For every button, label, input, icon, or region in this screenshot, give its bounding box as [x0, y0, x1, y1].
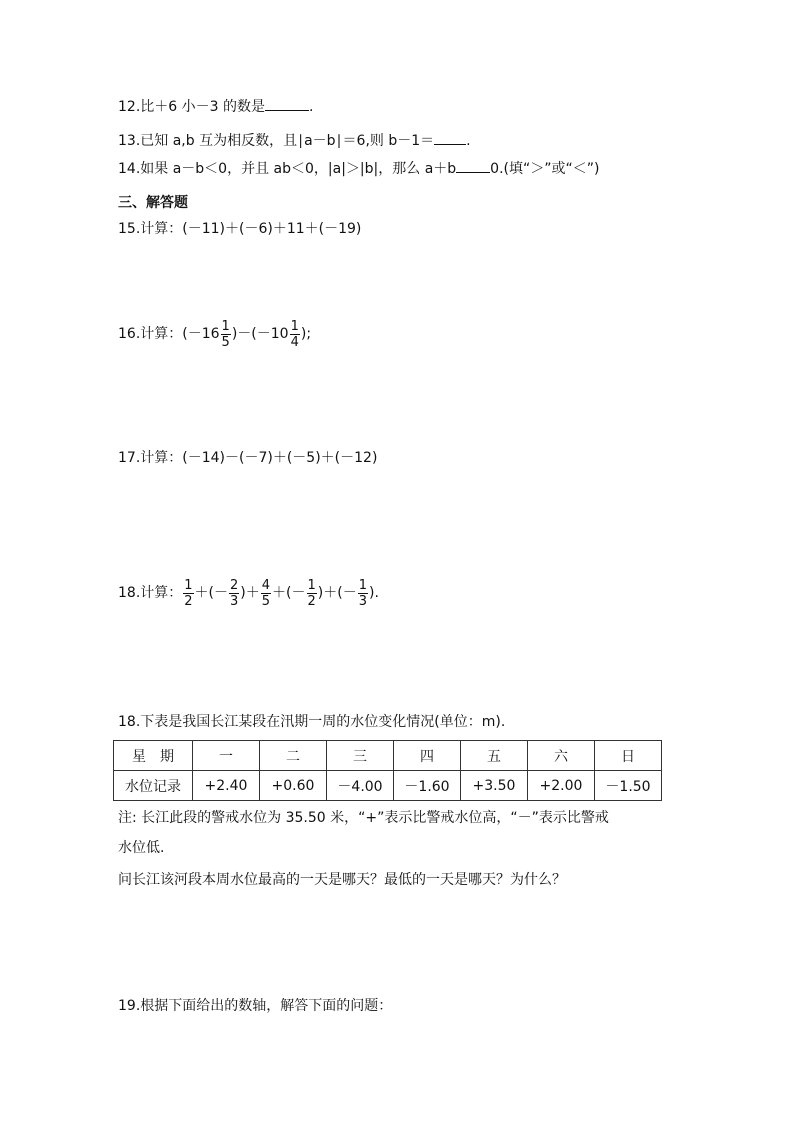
operator-text: )＋	[240, 585, 260, 601]
table-cell: 三	[327, 741, 394, 771]
table-cell: 四	[394, 741, 461, 771]
fraction-numerator: 2	[230, 577, 239, 593]
question-18-ask: 问长江该河段本周水位最高的一天是哪天？最低的一天是哪天？为什么？	[118, 872, 566, 888]
fraction-numerator: 1	[290, 318, 299, 334]
question-14	[118, 158, 599, 179]
water-level-table	[113, 740, 662, 801]
table-cell: +2.00	[528, 771, 595, 801]
answer-blank	[456, 158, 490, 173]
question-13-text: 13.已知 a,b 互为相反数，且∣a－b∣＝6,则 b－1＝	[118, 133, 435, 149]
fraction	[358, 578, 368, 609]
operator-text: ＋(－	[194, 585, 229, 601]
answer-blank	[265, 96, 309, 111]
question-12-tail: .	[308, 99, 314, 115]
question-15: 15.计算：(－11)＋(－6)＋11＋(－19)	[118, 221, 362, 237]
table-note-line-2: 水位低.	[118, 840, 165, 856]
fraction-numerator: 1	[307, 577, 316, 593]
table-row	[114, 771, 662, 801]
question-16	[118, 314, 311, 354]
question-14-tail: 0.(填“＞”或“＜”)	[490, 161, 600, 177]
fraction-numerator: 1	[221, 318, 230, 334]
table-cell: 水位记录	[114, 771, 193, 801]
question-14-text: 14.如果 a－b＜0，并且 ab＜0，|a|＞|b|，那么 a＋b	[118, 161, 457, 177]
question-12	[118, 96, 313, 117]
question-13-tail: .	[466, 133, 471, 149]
table-note-line-1: 注: 长江此段的警戒水位为 35.50 米，“+”表示比警戒水位高，“－”表示比警戒	[118, 810, 609, 826]
table-cell: 星 期	[114, 741, 193, 771]
question-12-text: 12.比＋6 小－3 的数是	[118, 99, 265, 115]
table-cell: －4.00	[327, 771, 394, 801]
question-16-prefix: 16.计算：(－16	[118, 326, 220, 342]
table-cell: +3.50	[461, 771, 528, 801]
section-title: 三、解答题	[118, 195, 188, 211]
table-cell: －1.60	[394, 771, 461, 801]
fraction-denominator: 3	[358, 593, 368, 609]
fraction	[307, 578, 317, 609]
table-cell: +0.60	[260, 771, 327, 801]
table-cell: 一	[193, 741, 260, 771]
question-18-prefix: 18.计算：	[118, 585, 183, 601]
table-cell: 日	[595, 741, 662, 771]
question-18-intro: 18.下表是我国长江某段在汛期一周的水位变化情况(单位：m).	[118, 714, 506, 730]
question-18-calc	[118, 573, 379, 613]
table-cell: 六	[528, 741, 595, 771]
fraction	[290, 319, 300, 350]
fraction	[261, 578, 271, 609]
answer-blank	[434, 130, 466, 145]
operator-text: ＋(－	[272, 585, 306, 601]
question-16-end: );	[300, 326, 312, 342]
table-cell: +2.40	[193, 771, 260, 801]
fraction-denominator: 5	[261, 593, 271, 609]
fraction	[221, 319, 231, 350]
table-cell: 二	[260, 741, 327, 771]
table-cell: 五	[461, 741, 528, 771]
fraction-denominator: 2	[184, 593, 193, 609]
operator-text: )＋(－	[317, 585, 357, 601]
fraction-numerator: 1	[184, 577, 193, 593]
operator-text: ).	[369, 585, 379, 601]
fraction-numerator: 4	[261, 577, 271, 593]
fraction	[183, 578, 193, 609]
question-13	[118, 130, 471, 151]
fraction-numerator: 1	[358, 577, 368, 593]
question-16-mid: )－(－10	[231, 326, 289, 342]
fraction-denominator: 4	[290, 334, 299, 350]
fraction-denominator: 5	[221, 334, 230, 350]
question-19: 19.根据下面给出的数轴，解答下面的问题：	[118, 998, 393, 1014]
table-cell: －1.50	[595, 771, 662, 801]
fraction-denominator: 3	[230, 593, 239, 609]
fraction-denominator: 2	[307, 593, 316, 609]
fraction	[229, 578, 239, 609]
question-17: 17.计算：(－14)－(－7)＋(－5)＋(－12)	[118, 450, 378, 466]
table-header-row	[114, 741, 662, 771]
